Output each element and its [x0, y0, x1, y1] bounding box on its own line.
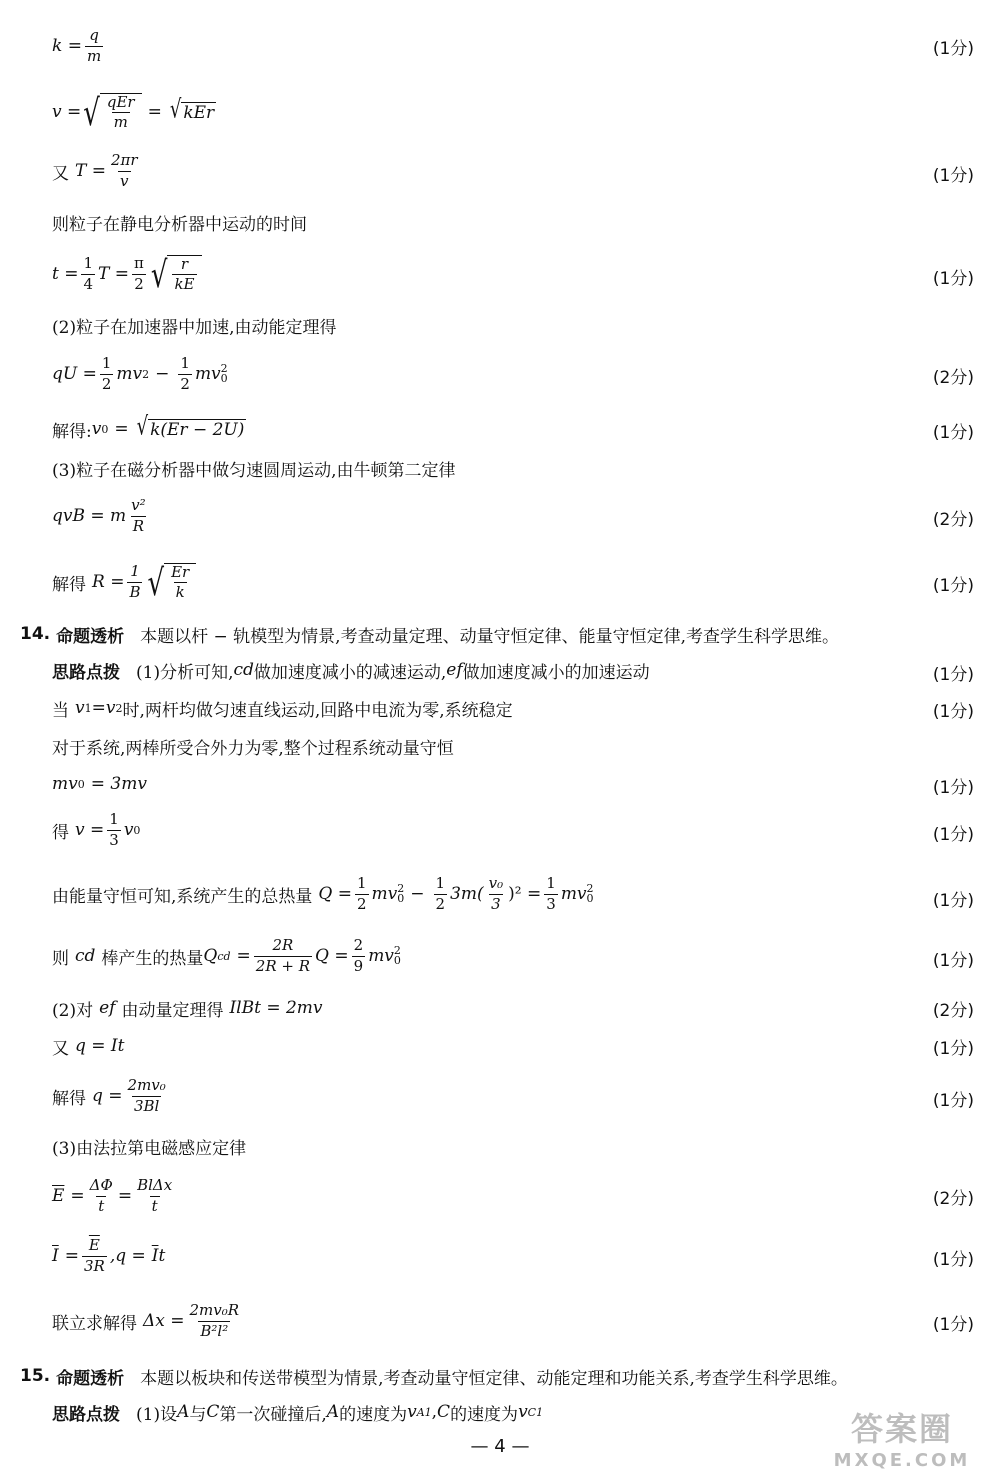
text-line: (3)粒子在磁分析器中做匀速圆周运动,由牛顿第二定律 [52, 460, 456, 481]
text-line: (2)粒子在加速器中加速,由动能定理得 [52, 317, 337, 338]
text-line: 思路点拨 (1)设 A 与 C 第一次碰撞后, A 的速度为 v A1 , C 的速度为 v C1 [52, 1402, 544, 1425]
score: (1分) [932, 423, 974, 443]
page-number: — 4 — [470, 1436, 530, 1457]
formula-heat: 由能量守恒可知,系统产生的总热量 Q = $\frac{1}{2}$ mv 2 0 − $\frac{1}{2}$ 3m( $\frac{\text{v₀}}{3}$ )² = $\frac{1}{3}$ mv 2 0 [52, 874, 594, 913]
score: (1分) [932, 269, 974, 289]
score: (1分) [932, 1039, 974, 1059]
formula-t: t = $\frac{1}{4}$ T = $\frac{\pi}{2}$ √ $\frac{r}{kE}$ [52, 248, 976, 300]
sqrt: √ $\frac{\text{qEr}}{m}$ [83, 93, 141, 132]
formula-current: $\overline{I}$ = $\frac{\overline{E}}{3R}$ ,q = $\overline{I}$ t [52, 1236, 166, 1275]
question-15-header: 15. 命题透析 本题以板块和传送带模型为情景,考查动量守恒定律、动能定理和功能关系,考查学生科学思维。 [20, 1366, 848, 1389]
text-line: 当 v 1 = v 2 时,两杆均做匀速直线运动,回路中电流为零,系统稳定 [52, 698, 513, 721]
score: (1分) [932, 1091, 974, 1111]
score: (1分) [932, 825, 974, 845]
formula-heat-cd: 则 cd 棒产生的热量 Q cd = $\frac{2R}{2R + R}$ Q = $\frac{2}{9}$ mv 2 0 [52, 936, 401, 975]
formula-T: 又 T = $\frac{2\pi r}{v}$ [52, 151, 138, 190]
score: (1分) [932, 1250, 974, 1270]
question-14-header: 14. 命题透析 本题以杆 − 轨模型为情景,考查动量定理、动量守恒定律、能量守恒定律,考查学生科学思维。 [20, 624, 839, 647]
text-line: 思路点拨 (1)分析可知, cd 做加速度减小的减速运动, ef 做加速度减小的加速运动 [52, 660, 650, 683]
formula-emf: $\overline{E}$ = $\frac{\Delta\Phi}{t}$ = $\frac{\text{BlΔx}}{t}$ [52, 1176, 173, 1215]
text-line: (3)由法拉第电磁感应定律 [52, 1138, 247, 1159]
score: (1分) [932, 1315, 974, 1335]
formula-qU: qU = $\frac{1}{2}$ mv 2 − $\frac{1}{2}$ mv 2 0 [52, 354, 228, 393]
score: (1分) [932, 951, 974, 971]
fraction: $\frac{q}{m}$ [86, 26, 102, 65]
formula-q-result: 解得 q = $\frac{\text{2mv₀}}{3Bl}$ [52, 1076, 166, 1115]
formula-qvB: qvB = m $\frac{\text{v²}}{R}$ [52, 496, 146, 535]
score: (2分) [932, 1001, 974, 1021]
formula-v-result: 得 v = $\frac{1}{3}$ v 0 [52, 810, 141, 849]
formula-v: v = √ $\frac{\text{qEr}}{m}$ = √ kEr [52, 92, 215, 135]
watermark-logo: 答案圈 MXQE.COM [833, 1410, 971, 1471]
score: (1分) [932, 891, 974, 911]
score: (1分) [932, 166, 974, 186]
score: (1分) [932, 778, 974, 798]
formula-dx: 联立求解得 Δx = $\frac{\text{2mv₀R}}{\text{B²l²}}$ [52, 1301, 240, 1340]
score: (2分) [932, 510, 974, 530]
formula-R: 解得 R = $\frac{1}{B}$ √ $\frac{Er}{k}$ [52, 556, 976, 608]
score: (1分) [932, 576, 974, 596]
score: (1分) [932, 39, 974, 59]
formula-q: 又 q = It [52, 1036, 125, 1059]
score: (2分) [932, 1189, 974, 1209]
text-line: 对于系统,两棒所受合外力为零,整个过程系统动量守恒 [52, 738, 454, 759]
text-line: 则粒子在静电分析器中运动的时间 [52, 214, 307, 235]
score: (1分) [932, 702, 974, 722]
score: (2分) [932, 368, 974, 388]
text-line: (2)对 ef 由动量定理得 IlBt = 2mv [52, 998, 323, 1021]
formula-momentum: mv 0 = 3mv [52, 774, 147, 794]
score: (1分) [932, 665, 974, 685]
formula-v0: 解得: v 0 = √ k(Er − 2U) [52, 411, 245, 442]
formula-k: k = $\frac{q}{m}$ [52, 26, 102, 65]
